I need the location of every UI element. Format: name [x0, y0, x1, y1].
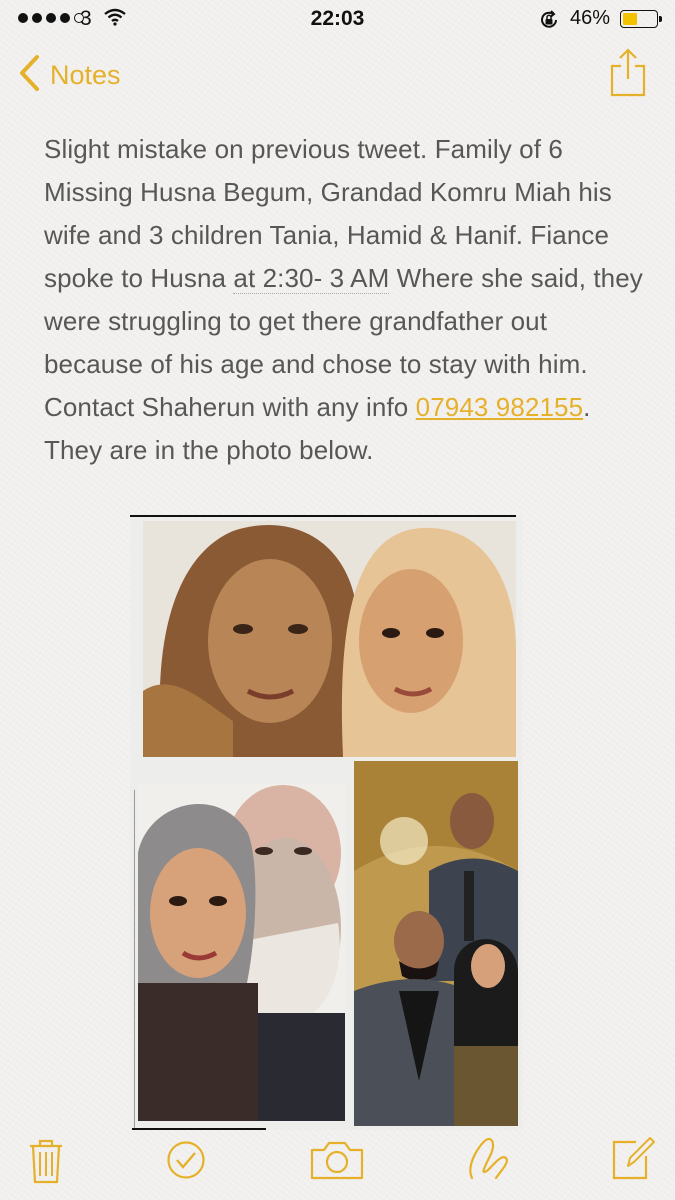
note-text-middle: Where she said, they were struggling to get there grandfather out because of his age and chose to stay with him. Contact Shaherun with any info: [44, 263, 643, 422]
compose-icon: [610, 1169, 656, 1186]
phone-link[interactable]: 07943 982155: [415, 392, 584, 422]
battery-nub: [659, 16, 662, 22]
status-time: 22:03: [310, 7, 365, 30]
status-bar: [0, 0, 675, 38]
chevron-left-icon: [18, 54, 40, 97]
photo-collage[interactable]: [130, 515, 522, 1130]
camera-icon: [310, 1167, 364, 1184]
trash-icon: [28, 1171, 64, 1188]
back-button[interactable]: [18, 54, 121, 97]
note-text-end: . They are in the photo below.: [44, 392, 591, 465]
checklist-icon: [166, 1167, 206, 1184]
delete-button[interactable]: [28, 1138, 64, 1189]
camera-button[interactable]: [310, 1140, 364, 1185]
photo-three-family-members: [354, 761, 518, 1126]
bottom-toolbar: [0, 1130, 675, 1200]
battery-percent: 46%: [570, 7, 611, 29]
rotation-lock-icon: [538, 9, 560, 36]
battery-fill: [623, 13, 637, 25]
battery-icon: [620, 10, 658, 28]
checklist-button[interactable]: [166, 1140, 206, 1185]
photo-woman-and-grandfather: [138, 783, 345, 1121]
time-reference[interactable]: at 2:30- 3 AM: [233, 263, 390, 293]
compose-button[interactable]: [610, 1134, 656, 1187]
collage-edge: [134, 790, 135, 1130]
share-button[interactable]: [608, 48, 648, 103]
note-text: Slight mistake on previous tweet. Family of 6 Missing Husna Begum, Grandad Komru Miah his wife and 3 children Tania, Hamid & Hanif. Fiance spoke to Husna: [44, 134, 612, 293]
photo-two-women: [143, 521, 516, 757]
sketch-button[interactable]: [466, 1136, 508, 1187]
share-icon: [608, 85, 648, 102]
collage-edge: [130, 515, 516, 517]
carrier-name: 3: [80, 7, 92, 30]
sketch-icon: [466, 1169, 508, 1186]
back-label: Notes: [50, 60, 121, 90]
note-body[interactable]: [44, 128, 644, 472]
